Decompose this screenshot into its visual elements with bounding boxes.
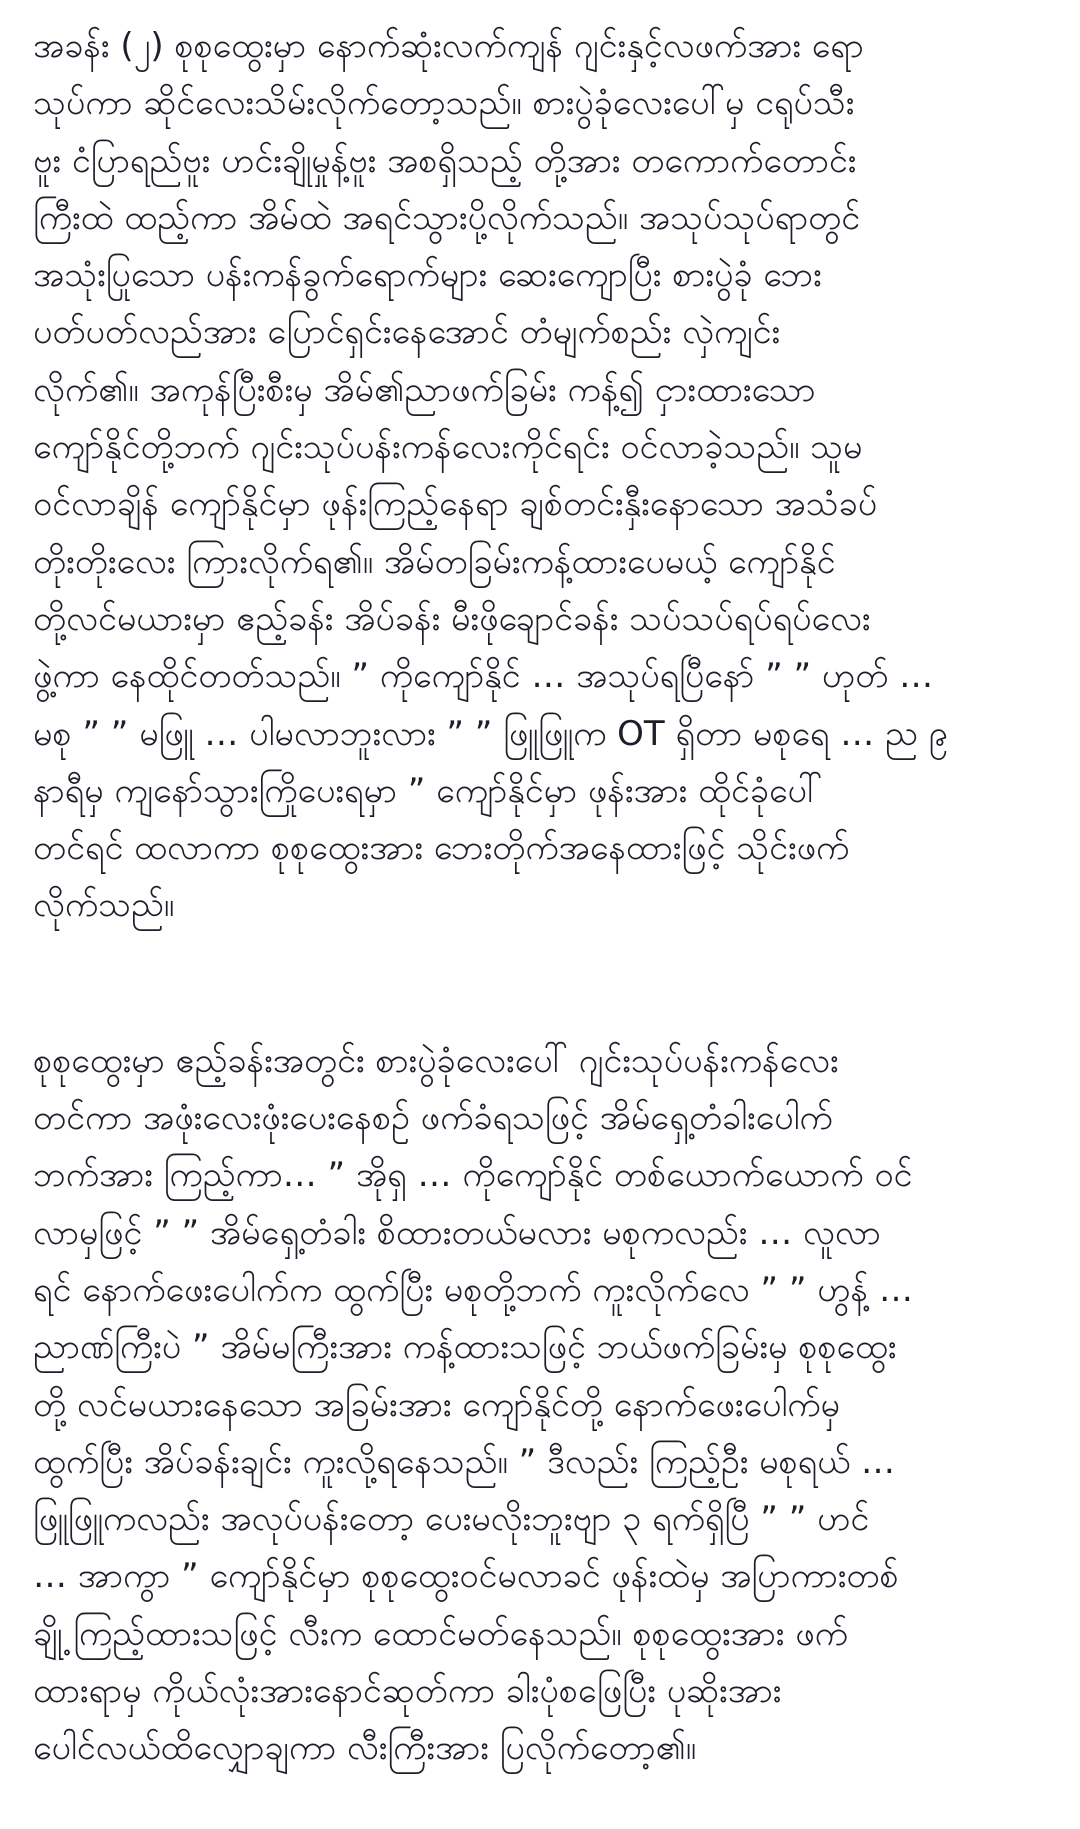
text-line: ပတ်ပတ်လည်အား ပြောင်ရှင်းနေအောင် တံမျက်စည်း လှဲကျင်း	[33, 312, 781, 353]
text-line: ဝင်လာချိန် ကျော်နိုင်မှာ ဖုန်းကြည့်နေရာ ချစ်တင်းနှီးနောသော အသံခပ်	[33, 484, 878, 525]
text-line: မစု ” ” မဖြူ … ပါမလာဘူးလား ” ” ဖြူဖြူက OT ရှိတာ မစုရေ … ည ၉	[33, 713, 948, 754]
text-line: ညာဏ်ကြီးပဲ ” အိမ်မကြီးအား ကန့်ထားသဖြင့် ဘယ်ဖက်ခြမ်းမှ စုစုထွေး	[33, 1327, 897, 1368]
text-line: ဖြူဖြူကလည်း အလုပ်ပန်းတော့ ပေးမလိုးဘူးဗျာ ၃ ရက်ရှိပြီ ” ” ဟင်	[33, 1499, 870, 1540]
text-line: ဗူး ငံပြာရည်ဗူး ဟင်းချိုမှုန့်ဗူး အစရှိသည့် တို့အား တကောက်တောင်း	[33, 140, 857, 181]
text-line: … အာကွာ ” ကျော်နိုင်မှာ စုစုထွေးဝင်မလာခင် ဖုန်းထဲမှ အပြာကားတစ်	[33, 1556, 899, 1597]
paragraph-2	[33, 1033, 1053, 1778]
text-line: ချို့ ကြည့်ထားသဖြင့် လီးက ထောင်မတ်နေသည်။ စုစုထွေးအား ဖက်	[33, 1613, 848, 1654]
text-line: လာမှဖြင့် ” ” အိမ်ရှေ့တံခါး စိထားတယ်မလား မစုကလည်း … လူလာ	[33, 1212, 881, 1253]
text-line: တင်ကာ အဖုံးလေးဖုံးပေးနေစဉ် ဖက်ခံရသဖြင့် အိမ်ရှေ့တံခါးပေါက်	[33, 1098, 833, 1139]
text-line: လိုက်သည်။	[33, 885, 175, 926]
text-line: ထားရာမှ ကိုယ်လုံးအားနောင်ဆုတ်ကာ ခါးပုံစဖြေပြီး ပုဆိုးအား	[33, 1671, 782, 1712]
text-line: နာရီမှ ကျနော်သွားကြိုပေးရမှာ ” ကျော်နိုင်မှာ ဖုန်းအား ထိုင်ခုံပေါ်	[33, 770, 823, 811]
text-line: ရင် နောက်ဖေးပေါက်က ထွက်ပြီး မစုတို့ဘက် ကူးလိုက်လေ ” ” ဟွန့် …	[33, 1269, 913, 1310]
text-line: စုစုထွေးမှာ ဧည့်ခန်းအတွင်း စားပွဲခုံလေးပေါ် ဂျင်းသုပ်ပန်းကန်လေး	[33, 1040, 839, 1081]
article-body	[33, 18, 1053, 1778]
text-line: ဖွဲ့ကာ နေထိုင်တတ်သည်။ ” ကိုကျော်နိုင် … အသုပ်ရပြီနော် ” ” ဟုတ် …	[33, 656, 934, 697]
text-line: အခန်း (၂) စုစုထွေးမှာ နောက်ဆုံးလက်ကျန် ဂျင်းနှင့်လဖက်အား ရော	[33, 26, 864, 66]
text-line: ကျော်နိုင်တို့ဘက် ဂျင်းသုပ်ပန်းကန်လေးကိုင်ရင်း ဝင်လာခဲ့သည်။ သူမ	[33, 427, 863, 468]
paragraph-1	[33, 18, 1053, 935]
text-line: ကြီးထဲ ထည့်ကာ အိမ်ထဲ အရင်သွားပို့လိုက်သည်။ အသုပ်သုပ်ရာတွင်	[33, 197, 861, 238]
text-line: ပေါင်လယ်ထိလျှောချကာ လီးကြီးအား ပြလိုက်တော့၏။	[33, 1728, 697, 1769]
text-line: တို့လင်မယားမှာ ဧည့်ခန်း အိပ်ခန်း မီးဖိုချောင်ခန်း သပ်သပ်ရပ်ရပ်လေး	[33, 598, 871, 639]
text-line: တိုးတိုးလေး ကြားလိုက်ရ၏။ အိမ်တခြမ်းကန့်ထားပေမယ့် ကျော်နိုင်	[33, 541, 836, 582]
text-line: ဘက်အား ကြည့်ကာ… ” အိုရှ … ကိုကျော်နိုင် တစ်ယောက်ယောက် ဝင်	[33, 1155, 913, 1196]
text-line: တို့ လင်မယားနေသော အခြမ်းအား ကျော်နိုင်တို့ နောက်ဖေးပေါက်မှ	[33, 1384, 840, 1425]
text-line: အသုံးပြုသော ပန်းကန်ခွက်ရောက်များ ဆေးကျောပြီး စားပွဲခုံ ဘေး	[33, 255, 822, 296]
text-line: ထွက်ပြီး အိပ်ခန်းချင်း ကူးလို့ရနေသည်။ ” ဒီလည်း ကြည့်ဦး မစုရယ် …	[33, 1441, 896, 1482]
text-line: တင်ရင် ထလာကာ စုစုထွေးအား ဘေးတိုက်အနေထားဖြင့် သိုင်းဖက်	[33, 828, 850, 869]
text-line: လိုက်၏။ အကုန်ပြီးစီးမှ အိမ်၏ညာဖက်ခြမ်း ကန့်၍ ငှားထားသော	[33, 369, 816, 410]
text-line: သုပ်ကာ ဆိုင်လေးသိမ်းလိုက်တော့သည်။ စားပွဲခုံလေးပေါ်မှ ငရုပ်သီး	[33, 83, 855, 124]
paragraph-spacer	[33, 935, 1053, 1033]
